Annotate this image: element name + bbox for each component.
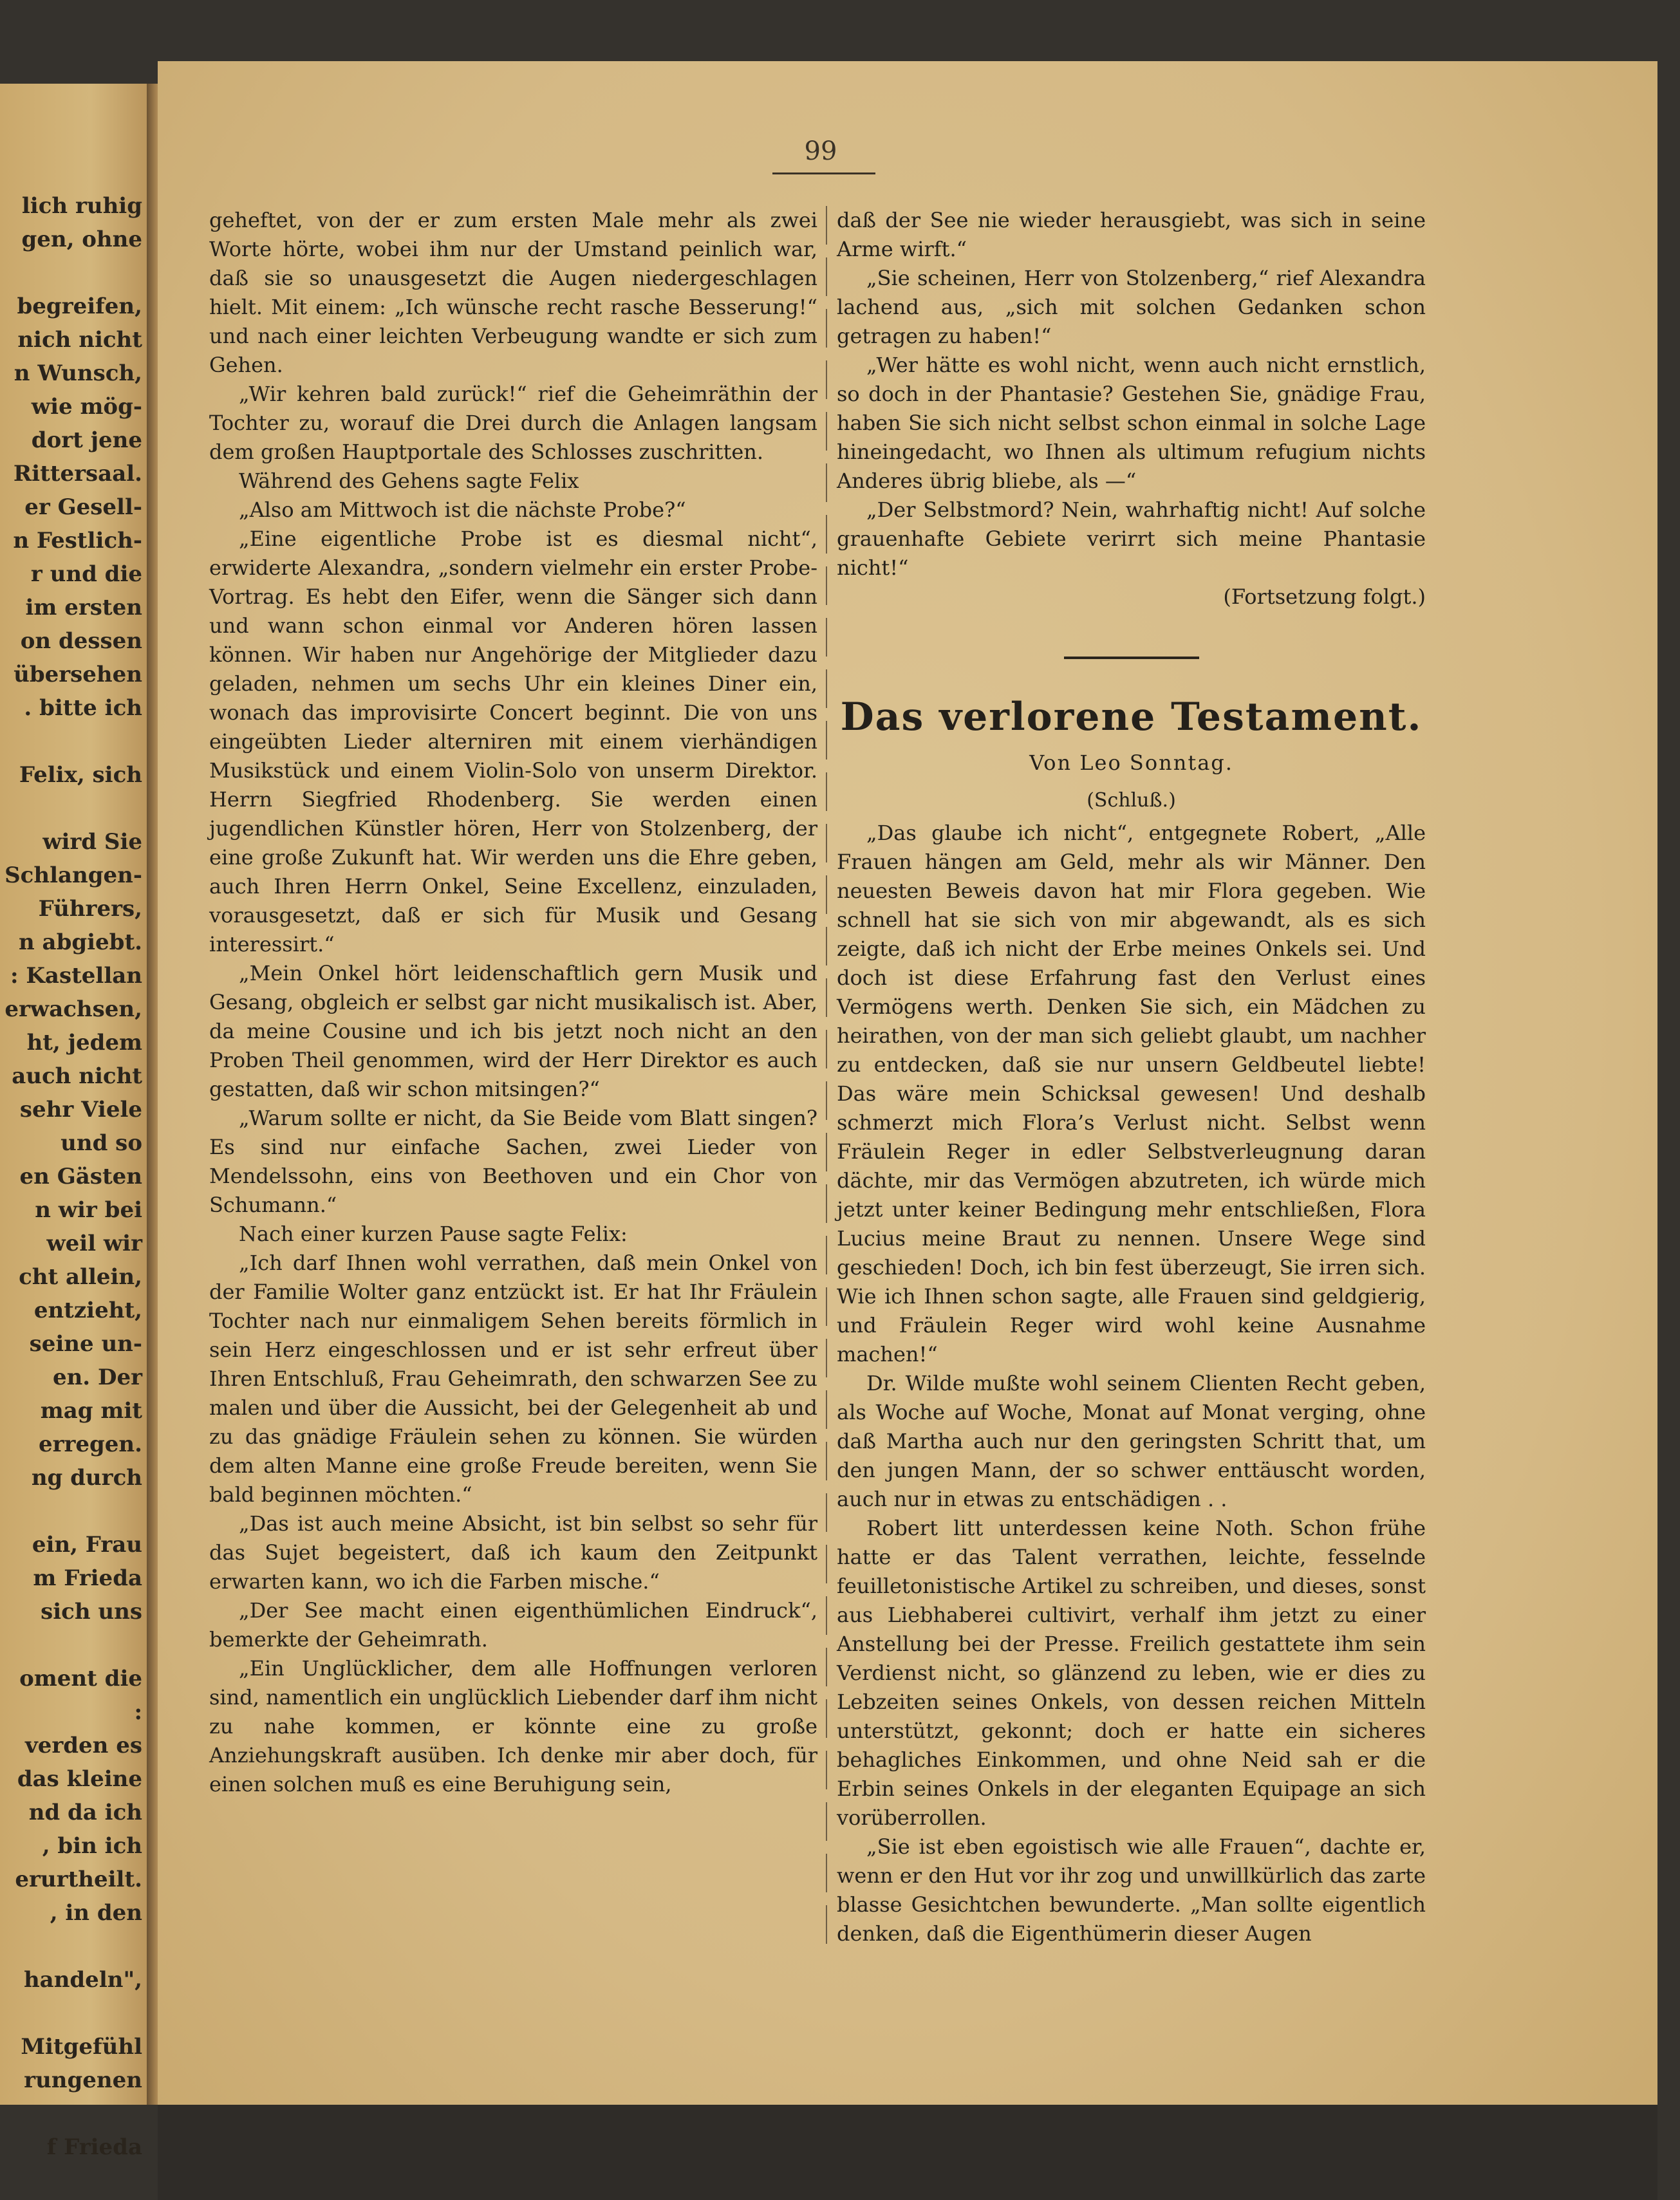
left-page-line: dort jene xyxy=(31,427,142,453)
paragraph: „Wer hätte es wohl nicht, wenn auch nicht ernstlich, so doch in der Phantasie? Gestehen Sie, gnädige Frau, haben Sie sich nicht selbst schon einmal in solche Lage hineingedacht, wo Ihnen als ultimum refugium nichts Anderes übrig bliebe, als —“ xyxy=(837,353,1426,493)
left-page-line: sich uns xyxy=(41,1599,142,1625)
left-page-line: erurtheilt. xyxy=(15,1867,142,1892)
paragraph: „Warum sollte er nicht, da Sie Beide vom Blatt singen? Es sind nur einfache Sachen, zwei Lieder von Mendelssohn, eins von Beethoven und ein Chor von Schumann.“ xyxy=(209,1106,817,1217)
left-page-line: Schlangen- xyxy=(5,862,142,888)
left-page-line: : xyxy=(134,1699,142,1725)
article-byline: Von Leo Sonntag. xyxy=(1029,750,1233,775)
left-page-line: oment die xyxy=(19,1666,142,1692)
left-page-line: ein, Frau xyxy=(32,1532,142,1558)
left-page-line: rungenen xyxy=(24,2067,142,2093)
left-page-line: handeln", xyxy=(23,1967,142,1993)
left-page-line: Mitgefühl xyxy=(21,2034,142,2060)
left-page-line: im ersten xyxy=(25,595,142,620)
paragraph: „Das glaube ich nicht“, entgegnete Robert, „Alle Frauen hängen am Geld, mehr als wir Männer. Den neuesten Beweis davon hat mir Flora gegeben. Wie schnell hat sie sich von mir abgewandt, als es sich zeigte, daß ich nicht der Erbe meines Onkels sei. Und doch ist diese Erfahrung fast den Verlust eines Vermögens werth. Denken Sie sich, ein Mädchen zu heirathen, von der man sich geliebt glaubt, um nachher zu entdecken, daß sie nur unsern Geldbeutel liebte! Das wäre mein Schicksal gewesen! Und deshalb schmerzt mich Flora’s Verlust nicht. Selbst wenn Fräulein Reger in edler Selbstverleugnung daran dächte, mir das Vermögen abzutreten, ich würde mich jetzt unter keiner Bedingung mehr entschließen, Flora Lucius meine Braut zu nennen. Unsere Wege sind geschieden! Doch, ich bin fest überzeugt, Sie irren sich. Wie ich Ihnen schon sagte, alle Frauen sind geldgierig, und Fräulein Reger wird wohl keine Ausnahme machen!“ xyxy=(837,821,1426,1366)
left-page-line: f Frieda xyxy=(46,2134,142,2160)
left-page-line: , in den xyxy=(50,1900,142,1926)
left-page-line: mag mit xyxy=(40,1398,142,1424)
paragraph: „Der Selbstmord? Nein, wahrhaftig nicht! Auf solche grauenhafte Gebiete verirrt sich meine Phantasie nicht!“ xyxy=(837,498,1426,580)
paragraph: „Eine eigentliche Probe ist es diesmal nicht“, erwiderte Alexandra, „sondern vielmehr ein erster Probe-Vortrag. Es hebt den Eifer, wenn die Sänger sich dann und wann schon einmal vor Anderen hören lassen können. Wir haben nur Angehörige der Mitglieder dazu geladen, nehmen um sechs Uhr ein kleines Diner ein, wonach das improvisirte Concert beginnt. Die von uns eingeübten Lieder alterniren mit einem vierhändigen Musikstück und einem Violin-Solo von unserm Direktor. Herrn Siegfried Rhodenberg. Sie werden einen jugendlichen Künstler hören, Herr von Stolzenberg, der eine große Zukunft hat. Wir werden uns die Ehre geben, auch Ihren Herrn Onkel, Seine Excellenz, einzuladen, vorausgesetzt, daß er sich für Musik und Gesang interessirt.“ xyxy=(209,527,817,956)
left-page-line: das kleine xyxy=(17,1766,142,1792)
left-page-line: r und die xyxy=(30,561,142,587)
left-page-line: wie mög- xyxy=(31,394,142,420)
paragraph: geheftet, von der er zum ersten Male mehr als zwei Worte hörte, wobei ihm nur der Umstand peinlich war, daß sie so unausgesetzt die Augen niedergeschlagen hielt. Mit einem: „Ich wünsche recht rasche Besserung!“ und nach einer leichten Verbeugung wandte er sich zum Gehen. xyxy=(209,208,817,377)
left-page-line: weil wir xyxy=(46,1231,142,1256)
paragraph: „Also am Mittwoch ist die nächste Probe?“ xyxy=(239,498,686,522)
story-continuation xyxy=(837,206,1426,583)
left-page-line: en Gästen xyxy=(19,1164,142,1189)
left-page-line: n Festlich- xyxy=(13,528,142,554)
book-binding-edge xyxy=(158,2105,1657,2200)
page-number: 99 xyxy=(804,136,837,166)
page-number-rule xyxy=(772,172,875,174)
left-page-line: nd da ich xyxy=(28,1800,142,1825)
left-page-line: nich nicht xyxy=(17,327,142,353)
paragraph: Nach einer kurzen Pause sagte Felix: xyxy=(239,1222,628,1246)
left-page-line: sehr Viele xyxy=(19,1097,142,1123)
left-page-line: . bitte ich xyxy=(24,695,142,721)
paragraph: Dr. Wilde mußte wohl seinem Clienten Recht geben, als Woche auf Woche, Monat auf Monat verging, ohne daß Martha auch nur den geringsten Schritt that, um den jungen Mann, der so schwer enttäuscht worden, auch nur in etwas zu entschädigen . . xyxy=(837,1371,1426,1511)
left-page-line: erregen. xyxy=(38,1431,142,1457)
left-page-line: ht, jedem xyxy=(26,1030,142,1056)
left-page-line: n wir bei xyxy=(35,1197,142,1223)
left-page-line: , bin ich xyxy=(42,1833,142,1859)
left-page-line: lich ruhig xyxy=(21,193,142,219)
left-page-line: entzieht, xyxy=(33,1298,142,1323)
left-page-line: ng durch xyxy=(31,1465,142,1491)
left-page-line: er Gesell- xyxy=(24,494,142,520)
paragraph: „Sie scheinen, Herr von Stolzenberg,“ rief Alexandra lachend aus, „sich mit solchen Gedanken schon getragen zu haben!“ xyxy=(837,266,1426,348)
left-page-line: auch nicht xyxy=(12,1063,142,1089)
left-page-line: Rittersaal. xyxy=(13,461,142,487)
right-text-column xyxy=(837,206,1426,1948)
column-divider xyxy=(826,206,827,1944)
left-page-line: erwachsen, xyxy=(5,996,142,1022)
left-page-line: on dessen xyxy=(20,628,142,654)
paragraph: Während des Gehens sagte Felix xyxy=(239,469,579,493)
left-page-line: m Frieda xyxy=(33,1565,142,1591)
left-page-line: Felix, sich xyxy=(19,762,142,788)
left-page-line: n Wunsch, xyxy=(14,360,142,386)
article-separator xyxy=(1064,657,1199,659)
article-body xyxy=(837,819,1426,1948)
paragraph: „Wir kehren bald zurück!“ rief die Geheimräthin der Tochter zu, worauf die Drei durch die Anlagen langsam dem großen Hauptportale des Schlosses zuschritten. xyxy=(209,382,817,464)
paragraph: „Der See macht einen eigenthümlichen Eindruck“, bemerkte der Geheimrath. xyxy=(209,1598,817,1652)
left-page-line: verden es xyxy=(24,1733,142,1758)
section-note: (Schluß.) xyxy=(1087,789,1176,812)
left-page-line: seine un- xyxy=(29,1331,142,1357)
left-page-line: begreifen, xyxy=(17,294,142,319)
paragraph: Robert litt unterdessen keine Noth. Schon frühe hatte er das Talent verrathen, leichte, fesselnde feuilletonistische Artikel zu schreiben, und dieses, sonst aus Liebhaberei cultivirt, verhalf ihm jetzt zu einer Anstellung bei der Presse. Freilich gestattete ihm sein Verdienst nicht, so glänzend zu leben, wie er dies zu Lebzeiten seines Onkels, von dessen reichen Mitteln unterstützt, gekonnt; doch er hatte ein sicheres behagliches Einkommen, und ohne Neid sah er die Erbin seines Onkels in der eleganten Equipage an sich vorüberrollen. xyxy=(837,1516,1426,1830)
continuation-note: (Fortsetzung folgt.) xyxy=(1223,584,1426,609)
paragraph: „Sie ist eben egoistisch wie alle Frauen“, dachte er, wenn er den Hut vor ihr zog und unwillkürlich das zarte blasse Gesichtchen bewunderte. „Man sollte eigentlich denken, daß die Eigenthümerin dieser Augen xyxy=(837,1834,1426,1946)
left-facing-page xyxy=(0,84,151,2160)
left-text-column xyxy=(209,206,817,1799)
left-page-line: Führers, xyxy=(38,896,142,922)
left-page-line: en. Der xyxy=(52,1365,142,1390)
left-page-line: cht allein, xyxy=(19,1264,142,1290)
paragraph: „Ein Unglücklicher, dem alle Hoffnungen verloren sind, namentlich ein unglücklich Liebender darf ihm nicht zu nahe kommen, er könnte eine zu große Anziehungskraft ausüben. Ich denke mir aber doch, für einen solchen muß es eine Beruhigung sein, xyxy=(209,1656,817,1796)
left-page-line: wird Sie xyxy=(42,829,142,855)
left-page-line: n abgiebt. xyxy=(19,929,142,955)
left-page-line: : Kastellan xyxy=(10,963,142,989)
article-title: Das verlorene Testament. xyxy=(840,694,1423,740)
left-page-line: übersehen xyxy=(14,662,142,687)
paragraph: „Das ist auch meine Absicht, ist bin selbst so sehr für das Sujet begeistert, daß ich kaum den Zeitpunkt erwarten kann, wo ich die Farben mische.“ xyxy=(209,1511,817,1594)
paragraph: „Ich darf Ihnen wohl verrathen, daß mein Onkel von der Familie Wolter ganz entzückt ist. Er hat Ihr Fräulein Tochter nach nur einmaligem Sehen bereits förmlich in sein Herz eingeschlossen und er ist sehr erfreut über Ihren Entschluß, Frau Geheimrath, den schwarzen See zu malen und über die Aussicht, bei der Gelegenheit ab und zu das gnädige Fräulein sehen zu können. Sie würden dem alten Manne eine große Freude bereiten, wenn Sie bald beginnen möchten.“ xyxy=(209,1251,817,1507)
paragraph: „Mein Onkel hört leidenschaftlich gern Musik und Gesang, obgleich er selbst gar nicht musikalisch ist. Aber, da meine Cousine und ich bis jetzt noch nicht an den Proben Theil genommen, wird der Herr Direktor es auch gestatten, daß wir schon mitsingen?“ xyxy=(209,961,817,1101)
left-page-line: gen, ohne xyxy=(21,227,142,252)
paragraph: daß der See nie wieder herausgiebt, was sich in seine Arme wirft.“ xyxy=(837,208,1426,261)
left-page-line: und so xyxy=(61,1130,142,1156)
